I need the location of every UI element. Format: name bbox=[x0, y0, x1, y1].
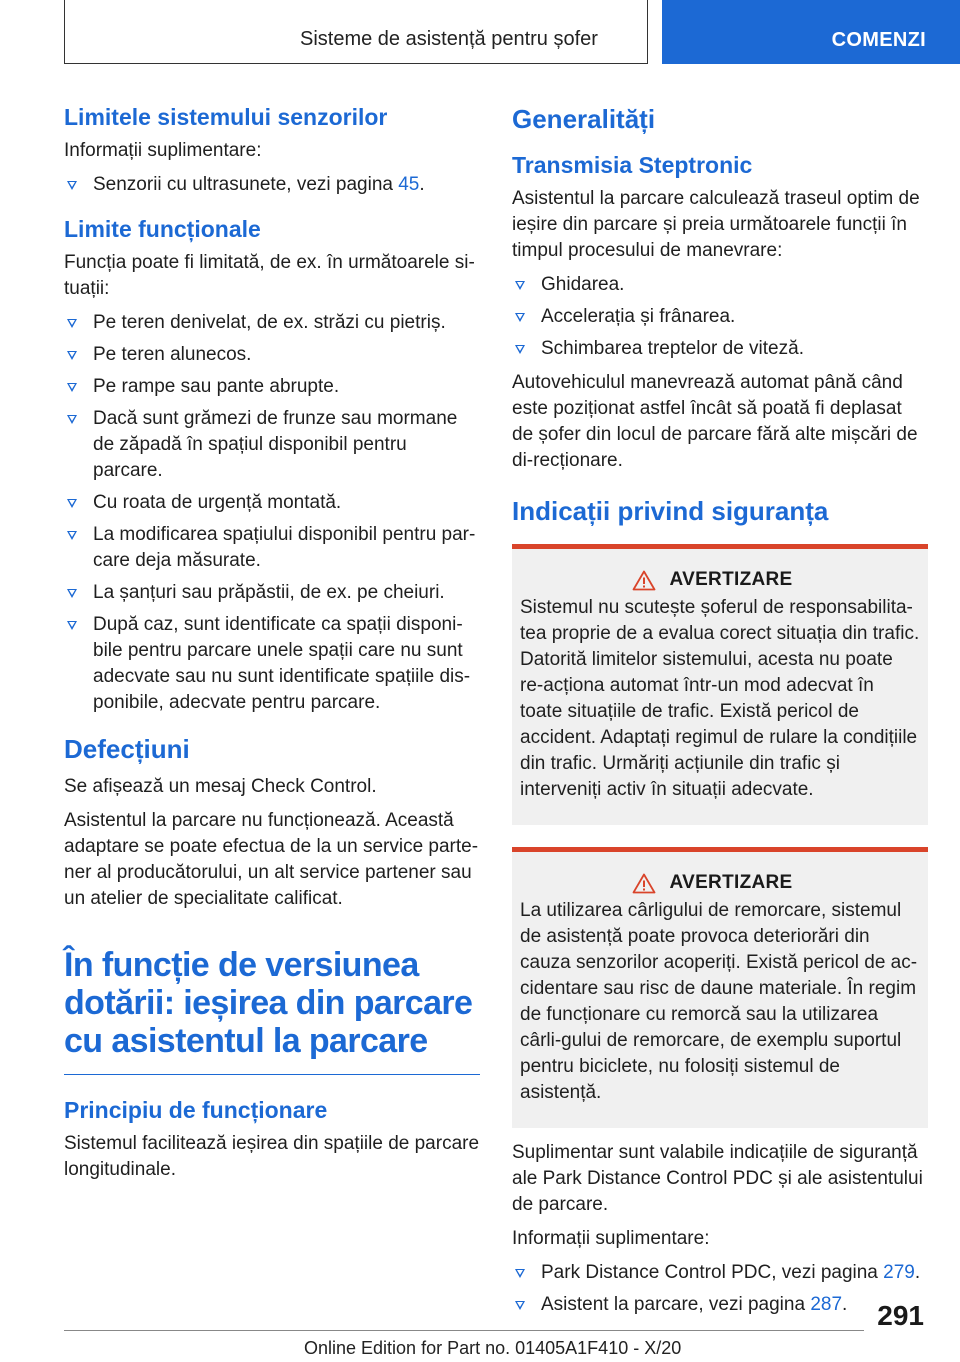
warning-title: AVERTIZARE bbox=[669, 569, 793, 590]
list-item: Asistent la parcare, vezi pagina 287. bbox=[512, 1292, 928, 1318]
triangle-bullet-icon bbox=[67, 383, 77, 392]
func-limits-intro: Funcția poate fi limitată, de ex. în următoarele si‐tuații: bbox=[64, 252, 475, 299]
func-limits-heading: Limite funcționale bbox=[64, 216, 261, 242]
list-item: Park Distance Control PDC, vezi pagina 279. bbox=[512, 1260, 928, 1286]
defects-heading: Defecțiuni bbox=[64, 734, 190, 764]
list-item-text: Ghidarea. bbox=[541, 274, 625, 295]
page-link-45[interactable]: 45 bbox=[398, 174, 420, 195]
list-item bbox=[64, 580, 480, 606]
list-item-text: Park Distance Control PDC, vezi pagina bbox=[541, 1262, 884, 1283]
steptronic-list bbox=[512, 272, 928, 362]
triangle-bullet-icon bbox=[67, 499, 77, 508]
tab-comenzi[interactable] bbox=[662, 0, 960, 64]
list-item bbox=[512, 304, 928, 330]
defects-paragraph-1: Se afișează un mesaj Check Control. bbox=[64, 776, 377, 797]
list-item-text: Pe teren alunecos. bbox=[93, 344, 252, 365]
list-item-text: La șanțuri sau prăpăstii, de ex. pe cheiuri. bbox=[93, 582, 445, 603]
edition-text: Online Edition for Part no. 01405A1F410 - X/20 bbox=[304, 1338, 682, 1358]
warning-text: La utilizarea cârligului de remorcare, sistemul de asistență poate provoca deteriorări din cauza senzorilor acoperiți. Există pericol de ac‐cidentare sau risc de daune materiale. În regim de funcționare cu remorcă sau la utilizarea cârli‐gului de remorcare, de exemplu suportul pentru biciclete, nu folosiți sistemul de asistență. bbox=[520, 900, 918, 1103]
warning-box-1 bbox=[512, 544, 928, 825]
page-number: 291 bbox=[877, 1300, 924, 1331]
principle-text: Sistemul facilitează ieșirea din spațiile de parcare longitudinale. bbox=[64, 1133, 480, 1180]
list-item-text: Cu roata de urgență montată. bbox=[93, 492, 342, 513]
triangle-bullet-icon bbox=[67, 415, 77, 424]
safety-heading: Indicații privind siguranța bbox=[512, 496, 829, 526]
list-item-text: Dacă sunt grămezi de frunze sau mormane de zăpadă în spațiul disponibil pentru parcare. bbox=[93, 408, 458, 481]
defects-paragraph-2: Asistentul la parcare nu funcționează. Această adaptare se poate efectua de la un service parte‐ner al producătorului, un alt service partener sau un atelier de specialitate calificat. bbox=[64, 810, 479, 909]
list-item-text: Accelerația și frânarea. bbox=[541, 306, 736, 327]
triangle-bullet-icon bbox=[515, 1301, 525, 1310]
right-column bbox=[512, 100, 928, 1326]
general-heading: Generalități bbox=[512, 104, 656, 134]
triangle-bullet-icon bbox=[67, 351, 77, 360]
left-column bbox=[64, 100, 480, 1191]
list-item-text: După caz, sunt identificate ca spații disponi‐bile pentru parcare unele spații care nu sunt adecvate sau nu sunt identificate spațiile dis‐ponibile, adecvate pentru parcare. bbox=[93, 614, 471, 713]
list-item bbox=[64, 490, 480, 516]
list-item bbox=[64, 522, 480, 574]
list-item-text: Senzorii cu ultrasunete, vezi pagina bbox=[93, 174, 399, 195]
supplementary-intro: Informații suplimentare: bbox=[512, 1228, 710, 1249]
warning-triangle-icon bbox=[632, 570, 656, 591]
list-item bbox=[64, 342, 480, 368]
list-item bbox=[512, 336, 928, 362]
triangle-bullet-icon bbox=[67, 181, 77, 190]
page-link-279[interactable]: 279 bbox=[883, 1262, 915, 1283]
triangle-bullet-icon bbox=[67, 621, 77, 630]
warning-triangle-icon bbox=[632, 873, 656, 894]
tab-comenzi-label: COMENZI bbox=[831, 29, 926, 51]
principle-heading: Principiu de funcționare bbox=[64, 1097, 328, 1123]
list-item-text: Pe rampe sau pante abrupte. bbox=[93, 376, 340, 397]
func-limits-list bbox=[64, 310, 480, 716]
section-title: Sisteme de asistență pentru șofer bbox=[300, 28, 598, 50]
footer-rule bbox=[64, 1330, 864, 1331]
list-item-text: Schimbarea treptelor de viteză. bbox=[541, 338, 804, 359]
page-link-287[interactable]: 287 bbox=[810, 1294, 843, 1315]
triangle-bullet-icon bbox=[515, 281, 525, 290]
triangle-bullet-icon bbox=[515, 345, 525, 354]
chapter-title: În funcție de versiunea dotării: ieșirea din parcare cu asistentul la parcare bbox=[64, 946, 473, 1060]
steptronic-heading: Transmisia Steptronic bbox=[512, 152, 753, 178]
list-item bbox=[64, 374, 480, 400]
triangle-bullet-icon bbox=[67, 589, 77, 598]
warning-text: Sistemul nu scutește șoferul de responsabilita‐tea proprie de a evalua corect situația din trafic. Datorită limitelor sistemului, acesta nu poate re‐acționa automat într-un mod adecvat în toate situațiile de trafic. Există pericol de accident. Adaptați regimul de rulare la condițiile din trafic. Urmăriți acțiunile din trafic și interveniți activ în situații adecvate. bbox=[520, 597, 920, 800]
list-item-text: Pe teren denivelat, de ex. străzi cu pietriș. bbox=[93, 312, 446, 333]
limits-heading: Limitele sistemului senzorilor bbox=[64, 104, 388, 130]
triangle-bullet-icon bbox=[515, 1269, 525, 1278]
supplementary-list bbox=[512, 1260, 928, 1318]
triangle-bullet-icon bbox=[67, 531, 77, 540]
list-item bbox=[64, 310, 480, 336]
triangle-bullet-icon bbox=[515, 313, 525, 322]
chapter-rule bbox=[64, 1074, 480, 1075]
triangle-bullet-icon bbox=[67, 319, 77, 328]
steptronic-outro: Autovehiculul manevrează automat până când este poziționat astfel încât să poată fi deplasat de șofer din locul de parcare fără alte mișcări de di‐recționare. bbox=[512, 372, 918, 471]
limits-intro: Informații suplimentare: bbox=[64, 140, 262, 161]
steptronic-intro: Asistentul la parcare calculează traseul optim de ieșire din parcare și preia următoarele funcții în timpul procesului de manevrare: bbox=[512, 188, 920, 261]
warning-title: AVERTIZARE bbox=[669, 872, 793, 893]
supplementary-text: Suplimentar sunt valabile indicațiile de siguranță ale Park Distance Control PDC și ale asistentului de parcare. bbox=[512, 1142, 923, 1215]
warning-box-2 bbox=[512, 847, 928, 1128]
list-item-text: Asistent la parcare, vezi pagina bbox=[541, 1294, 811, 1315]
list-item-text: La modificarea spațiului disponibil pentru par‐care deja măsurate. bbox=[93, 524, 476, 571]
list-item bbox=[64, 406, 480, 484]
list-item: Senzorii cu ultrasunete, vezi pagina 45. bbox=[64, 172, 480, 198]
list-item bbox=[512, 272, 928, 298]
limits-list bbox=[64, 172, 480, 198]
list-item bbox=[64, 612, 480, 716]
